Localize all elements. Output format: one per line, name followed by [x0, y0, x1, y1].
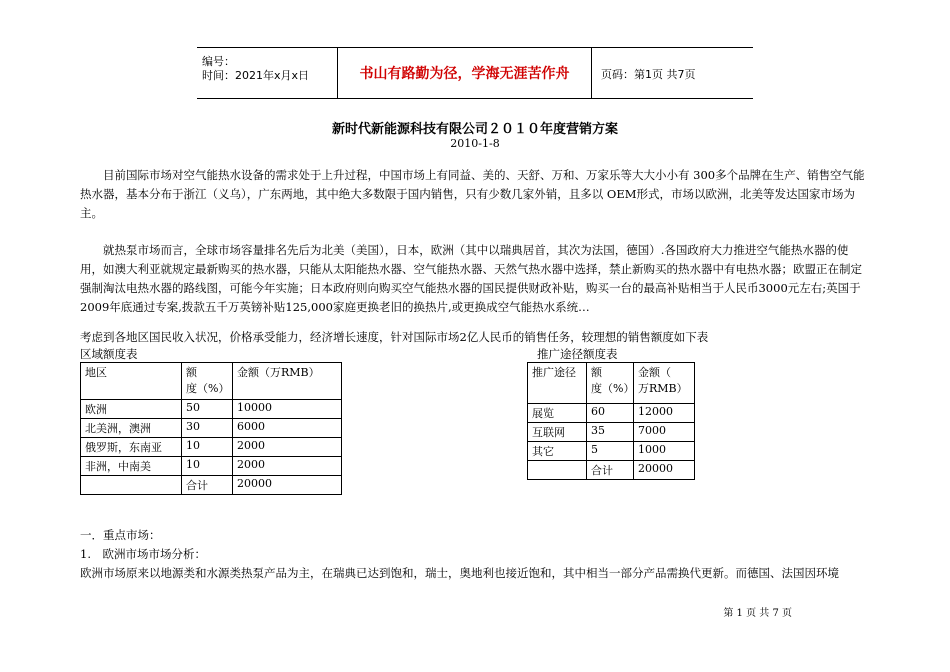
- table-cell: 展览: [528, 404, 587, 423]
- table-header-cell: 地区: [81, 363, 182, 400]
- table-cell: 20000: [233, 476, 342, 495]
- table-cell: 俄罗斯，东南亚: [81, 438, 182, 457]
- table-cell: 50: [182, 400, 233, 419]
- table-row: [81, 419, 342, 438]
- section-heading: 一．重点市场：: [80, 528, 161, 542]
- document-header: [197, 47, 753, 99]
- table-cell: 30: [182, 419, 233, 438]
- paragraph-1-text: 目前国际市场对空气能热水设备的需求处于上升过程，中国市场上有同益、美的、天舒、万和、万家乐等大大小小有 300多个品牌在生产、销售空气能热水器，基本分布于浙江（义乌），广东两地，其中绝大多数限于国内销售，只有少数几家外销，且多以 OEM形式，市场以欧洲，北美等发达国家市场为主。: [80, 168, 865, 220]
- table-cell: 10000: [233, 400, 342, 419]
- table-header-row: [528, 363, 695, 404]
- table-header-cell: 金额（万RMB）: [233, 363, 342, 400]
- table-cell: 1000: [634, 442, 695, 461]
- table-row: [528, 461, 695, 480]
- table-row: [528, 423, 695, 442]
- table-cell: 2000: [233, 438, 342, 457]
- table-cell: 6000: [233, 419, 342, 438]
- page-label: 页码：第1页 共7页: [601, 68, 696, 81]
- table-row: [81, 457, 342, 476]
- table-cell: 欧洲: [81, 400, 182, 419]
- table-row: [528, 404, 695, 423]
- table-cell: 合计: [587, 461, 634, 480]
- table-header-row: [81, 363, 342, 400]
- table-cell: 互联网: [528, 423, 587, 442]
- promo-table: [527, 362, 695, 480]
- table-cell: 7000: [634, 423, 695, 442]
- document-title: 新时代新能源科技有限公司２０１０年度营销方案: [331, 122, 618, 137]
- table-cell: 12000: [634, 404, 695, 423]
- table-header-cell: 金额（ 万RMB）: [634, 363, 695, 404]
- paragraph-2: [80, 241, 870, 317]
- table-cell: 20000: [634, 461, 695, 480]
- paragraph-1: [80, 166, 870, 223]
- paragraph-3: 考虑到各地区国民收入状况，价格承受能力，经济增长速度，针对国际市场2亿人民币的销售任务，较理想的销售额度如下表: [80, 330, 709, 344]
- table-cell: 60: [587, 404, 634, 423]
- region-table-caption: 区域额度表: [80, 347, 138, 361]
- table-cell: 其它: [528, 442, 587, 461]
- table-cell: 35: [587, 423, 634, 442]
- table-cell: 10: [182, 457, 233, 476]
- table-cell: 2000: [233, 457, 342, 476]
- table-header-cell: 额 度（%）: [182, 363, 233, 400]
- promo-table-caption: 推广途径额度表: [537, 347, 618, 361]
- table-cell: 5: [587, 442, 634, 461]
- number-label: 编号：: [202, 55, 235, 68]
- region-table: [80, 362, 342, 495]
- table-row: [81, 400, 342, 419]
- table-row: [81, 476, 342, 495]
- table-cell: 10: [182, 438, 233, 457]
- table-cell: 北美洲，澳洲: [81, 419, 182, 438]
- table-header-cell: 推广途径: [528, 363, 587, 404]
- section-subheading: 1. 欧洲市场市场分析：: [80, 547, 206, 561]
- table-header-cell: 额 度（%）: [587, 363, 634, 404]
- table-row: [528, 442, 695, 461]
- table-row: [81, 438, 342, 457]
- time-label: 时间：2021年x月x日: [202, 69, 310, 82]
- table-cell: [81, 476, 182, 495]
- section-text: 欧洲市场原来以地源类和水源类热泵产品为主，在瑞典已达到饱和，瑞士，奥地利也接近饱和，其中相当一部分产品需换代更新。而德国、法国因环境: [80, 566, 839, 580]
- table-cell: [528, 461, 587, 480]
- paragraph-2-text: 就热泵市场而言，全球市场容量排名先后为北美（美国），日本，欧洲（其中以瑞典居首，其次为法国，德国）.各国政府大力推进空气能热水器的使用，如澳大利亚就规定最新购买的热水器，只能从太阳能热水器、空气能热水器、天然气热水器中选择，禁止新购买的热水器中有电热水器；欧盟正在制定强制淘汰电热水器的路线图，可能今年实施；日本政府则向购买空气能热水器的国民提供财政补贴，购买一台的最高补贴相当于人民币3000元左右;英国于2009年底通过专案,拨款五千万英镑补贴125,000家庭更换老旧的换热片,或更换成空气能热水系统…: [80, 243, 862, 314]
- slogan: 书山有路勤为径，学海无涯苦作舟: [338, 48, 592, 98]
- page-footer: 第 1 页 共 7 页: [723, 608, 792, 619]
- document-date: 2010-1-8: [450, 137, 500, 150]
- header-meta-cell: [197, 48, 338, 98]
- table-cell: 合计: [182, 476, 233, 495]
- table-cell: 非洲，中南美: [81, 457, 182, 476]
